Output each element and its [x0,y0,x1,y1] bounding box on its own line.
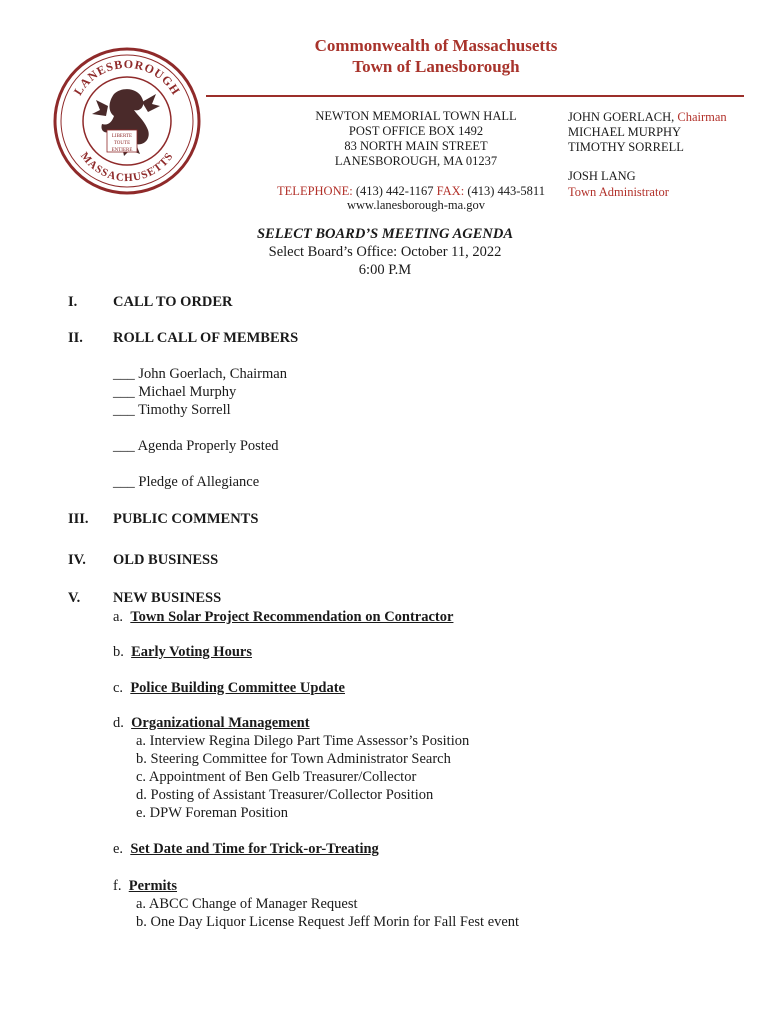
item-d-marker: d. [113,715,124,731]
town-admin-name: JOSH LANG [568,169,636,183]
section-2-title: ROLL CALL OF MEMBERS [113,330,299,346]
item-d-sub-a: a. Interview Regina Dilego Part Time Assessor’s Position [136,733,470,749]
item-a [113,608,453,626]
item-d [113,714,310,732]
fax-number: (413) 443-5811 [467,184,545,198]
header-town: Town of Lanesborough [352,57,520,76]
item-c-marker: c. [113,680,124,696]
section-4-title: OLD BUSINESS [113,552,219,568]
chair-title: Chairman [677,110,727,124]
meeting-title: SELECT BOARD’S MEETING AGENDA [256,226,514,242]
address-phone-line [266,184,556,199]
item-d-sub-e: e. DPW Foreman Position [136,805,288,821]
board-chair [568,110,727,125]
section-2-number: II. [68,330,83,346]
meeting-time: 6:00 P.M [358,262,412,278]
header-commonwealth: Commonwealth of Massachusetts [314,36,558,55]
item-f [113,877,177,895]
section-1-number: I. [68,294,78,310]
item-e [113,840,379,858]
item-e-title: Set Date and Time for Trick-or-Treating [130,841,379,857]
agenda-posted-check: ___ Agenda Properly Posted [113,438,279,454]
roll-call-murphy: ___ Michael Murphy [113,384,237,400]
item-b-marker: b. [113,644,124,660]
board-member-sorrell: TIMOTHY SORRELL [568,140,684,154]
item-d-title: Organizational Management [131,715,310,731]
address-street: 83 NORTH MAIN STREET [344,139,488,153]
website-link[interactable]: www.lanesborough-ma.gov [346,198,486,212]
roll-call-sorrell: ___ Timothy Sorrell [113,402,231,418]
item-c-title: Police Building Committee Update [130,680,345,696]
address-building: NEWTON MEMORIAL TOWN HALL [315,109,517,123]
section-3-title: PUBLIC COMMENTS [113,511,259,527]
roll-call-goerlach: ___ John Goerlach, Chairman [113,366,287,382]
telephone-label: TELEPHONE: [277,184,353,198]
svg-text:ENTIERE: ENTIERE [111,148,133,153]
fax-label: FAX: [436,184,465,198]
item-e-marker: e. [113,841,124,857]
item-b [113,643,252,661]
section-1-title: CALL TO ORDER [113,294,233,310]
pledge-check: ___ Pledge of Allegiance [113,474,260,490]
item-f-sub-b: b. One Day Liquor License Request Jeff Morin for Fall Fest event [136,914,520,930]
section-3-number: III. [68,511,89,527]
address-po-box: POST OFFICE BOX 1492 [348,124,484,138]
item-f-marker: f. [113,878,122,894]
svg-text:TOUTE: TOUTE [113,141,131,146]
item-a-title: Town Solar Project Recommendation on Contractor [130,609,454,625]
item-b-title: Early Voting Hours [131,644,252,660]
address-city: LANESBOROUGH, MA 01237 [334,154,498,168]
item-f-title: Permits [128,878,178,894]
chair-name: JOHN GOERLACH, [568,110,675,124]
town-admin-title: Town Administrator [568,185,669,199]
svg-text:LANESBOROUGH: LANESBOROUGH [70,56,184,98]
section-5-title: NEW BUSINESS [113,590,222,606]
telephone-number: (413) 442-1167 [355,184,434,198]
board-member-murphy: MICHAEL MURPHY [568,125,682,139]
town-seal [52,46,202,196]
header-divider [206,95,744,97]
section-4-number: IV. [68,552,86,568]
svg-text:LIBERTE: LIBERTE [111,134,133,139]
section-5-number: V. [68,590,81,606]
svg-text:MASSACHUSETTS: MASSACHUSETTS [77,150,176,185]
item-f-sub-a: a. ABCC Change of Manager Request [136,896,358,912]
item-d-sub-c: c. Appointment of Ben Gelb Treasurer/Collector [136,769,417,785]
item-c [113,679,345,697]
item-d-sub-d: d. Posting of Assistant Treasurer/Collector Position [136,787,434,803]
meeting-location-date: Select Board’s Office: October 11, 2022 [268,244,502,260]
item-d-sub-b: b. Steering Committee for Town Administrator Search [136,751,451,767]
item-a-marker: a. [113,609,124,625]
